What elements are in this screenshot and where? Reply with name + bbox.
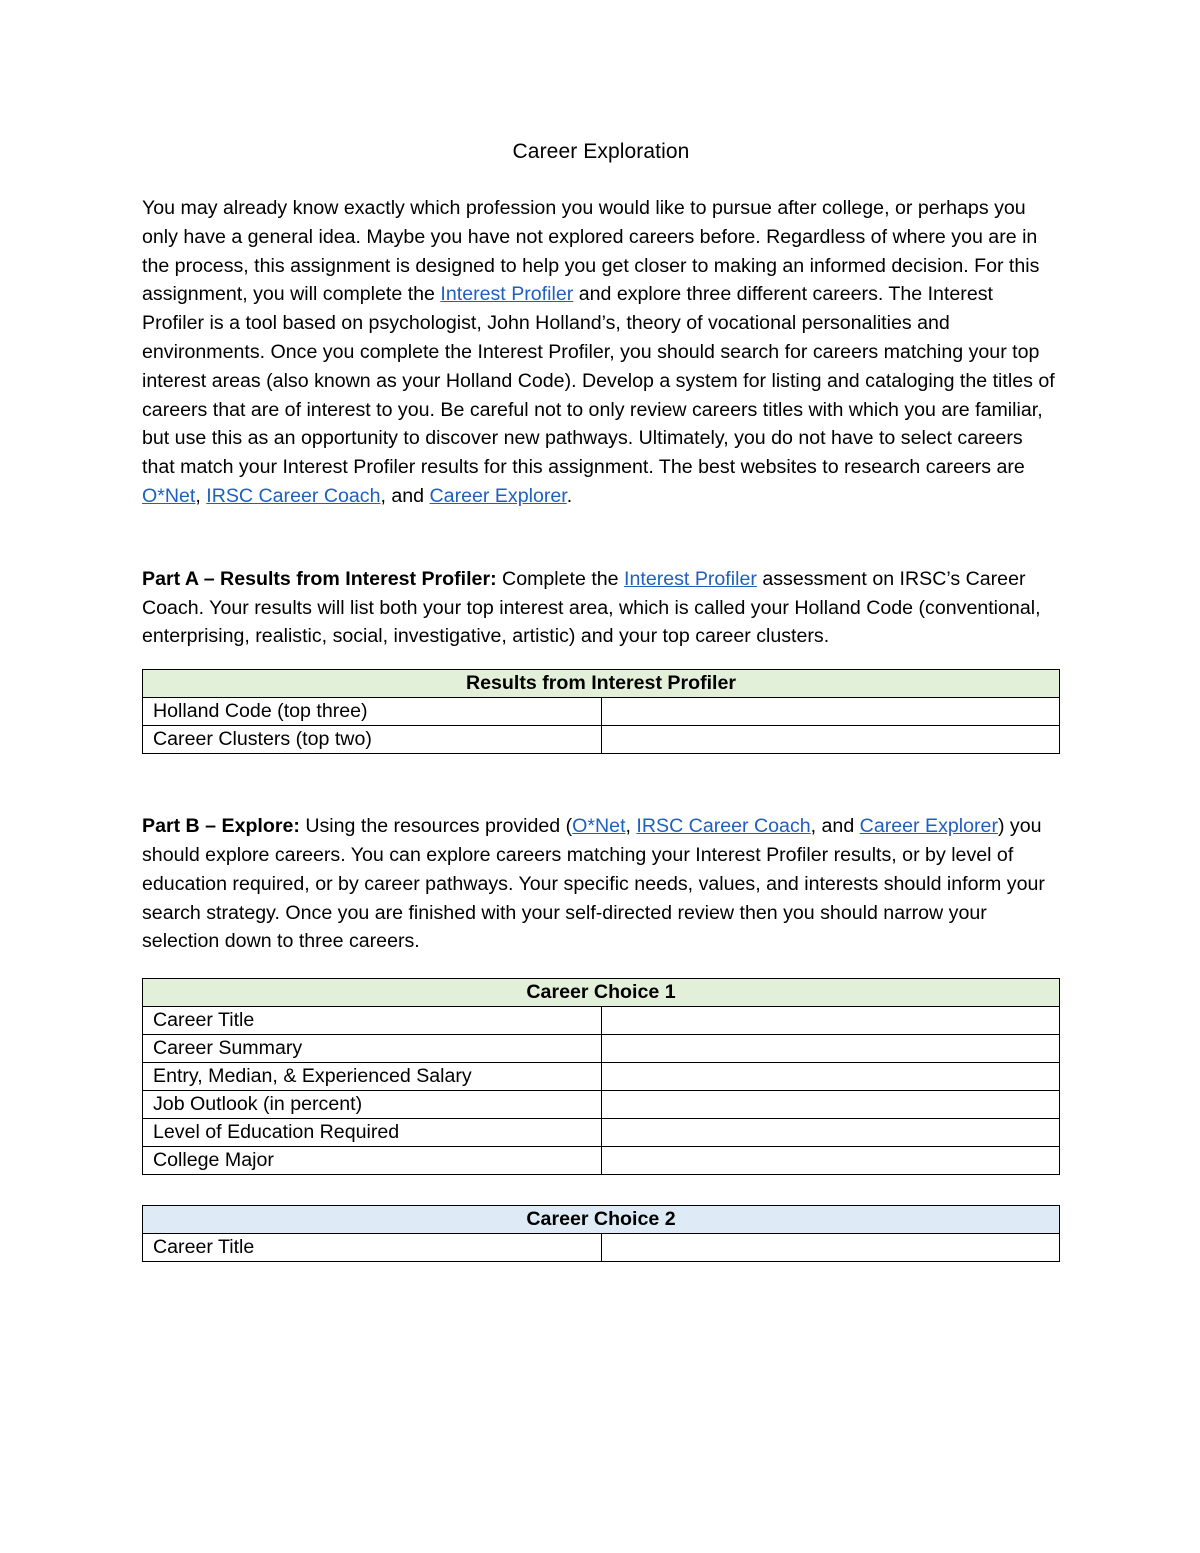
career-explorer-link[interactable]: Career Explorer xyxy=(429,484,567,507)
holland-code-label: Holland Code (top three) xyxy=(143,698,602,726)
table-row xyxy=(143,726,1060,754)
table-row xyxy=(143,1147,1060,1175)
onet-link[interactable]: O*Net xyxy=(142,484,196,507)
salary-label: Entry, Median, & Experienced Salary xyxy=(143,1063,602,1091)
part-b-onet-link[interactable]: O*Net xyxy=(572,815,626,838)
interest-profiler-link[interactable]: Interest Profiler xyxy=(440,283,574,306)
college-major-label: College Major xyxy=(143,1147,602,1175)
college-major-cell[interactable] xyxy=(601,1147,1060,1175)
part-b-sep-2: , and xyxy=(810,815,860,838)
job-outlook-cell[interactable] xyxy=(601,1091,1060,1119)
irsc-career-coach-link[interactable]: IRSC Career Coach xyxy=(206,484,381,507)
part-a-paragraph xyxy=(142,565,1060,651)
career-choice-2-header: Career Choice 2 xyxy=(143,1206,1060,1234)
career-clusters-cell[interactable] xyxy=(601,726,1060,754)
table-row xyxy=(143,1007,1060,1035)
part-b-text-1: Using the resources provided ( xyxy=(299,815,573,838)
table-row xyxy=(143,1063,1060,1091)
table-row xyxy=(143,1091,1060,1119)
table-row xyxy=(143,698,1060,726)
career-title-label: Career Title xyxy=(143,1007,602,1035)
page-title: Career Exploration xyxy=(512,140,690,163)
results-table xyxy=(142,669,1060,754)
intro-text-2: and explore three different careers. The Interest Profiler is a tool based on psychologist, John Holland’s, theory of vocational personalities and environments. Once you complete the Interest Profiler, you should search for careers matching your top interest areas (also known as your Holland Code). Develop a system for listing and cataloging the titles of careers that are of interest to you. Be careful not to only review careers titles with which you are familiar, but use this as an opportunity to discover new pathways. Ultimately, you do not have to select careers that match your Interest Profiler results for this assignment. The best websites to research careers are xyxy=(142,283,1055,479)
job-outlook-label: Job Outlook (in percent) xyxy=(143,1091,602,1119)
document-page xyxy=(142,140,1060,1262)
intro-sep-2: , and xyxy=(380,484,430,507)
career-summary-cell[interactable] xyxy=(601,1035,1060,1063)
career-clusters-label: Career Clusters (top two) xyxy=(143,726,602,754)
career-title-label: Career Title xyxy=(143,1234,602,1262)
part-b-paragraph xyxy=(142,812,1060,956)
career-choice-1-table xyxy=(142,978,1060,1175)
education-level-label: Level of Education Required xyxy=(143,1119,602,1147)
salary-cell[interactable] xyxy=(601,1063,1060,1091)
career-title-cell[interactable] xyxy=(601,1007,1060,1035)
part-b-heading: Part B – Explore: xyxy=(142,815,300,838)
career-title-cell[interactable] xyxy=(601,1234,1060,1262)
career-choice-2-table xyxy=(142,1205,1060,1262)
part-a-text-2: assessment on IRSC’s Career Coach. Your results will list both your top interest area, which is called your Holland Code (conventional, enterprising, realistic, social, investigative, artistic) and your top career clusters. xyxy=(142,567,1041,648)
education-level-cell[interactable] xyxy=(601,1119,1060,1147)
intro-paragraph xyxy=(142,194,1060,511)
results-table-header: Results from Interest Profiler xyxy=(143,670,1060,698)
table-row xyxy=(143,1119,1060,1147)
part-b-career-explorer-link[interactable]: Career Explorer xyxy=(859,815,998,838)
table-row xyxy=(143,1234,1060,1262)
part-b-text-2: ) you should explore careers. You can explore careers matching your Interest Profiler results, or by level of education required, or by career pathways. Your specific needs, values, and interests should inform your search strategy. Once you are finished with your self-directed review then you should narrow your selection down to three careers. xyxy=(142,815,1045,953)
intro-text-1: You may already know exactly which profession you would like to pursue after college, or perhaps you only have a general idea. Maybe you have not explored careers before. Regardless of where you are in the process, this assignment is designed to help you get closer to making an informed decision. For this assignment, you will complete the xyxy=(142,197,1040,306)
part-b-irsc-career-coach-link[interactable]: IRSC Career Coach xyxy=(636,815,811,838)
table-row xyxy=(143,1035,1060,1063)
part-b-sep-1: , xyxy=(625,815,637,838)
career-summary-label: Career Summary xyxy=(143,1035,602,1063)
career-choice-1-header: Career Choice 1 xyxy=(143,979,1060,1007)
intro-end: . xyxy=(566,484,573,507)
part-a-heading: Part A – Results from Interest Profiler: xyxy=(142,567,497,590)
intro-sep-1: , xyxy=(195,484,207,507)
part-a-text-1: Complete the xyxy=(496,567,625,590)
part-a-interest-profiler-link[interactable]: Interest Profiler xyxy=(624,567,757,590)
holland-code-cell[interactable] xyxy=(601,698,1060,726)
